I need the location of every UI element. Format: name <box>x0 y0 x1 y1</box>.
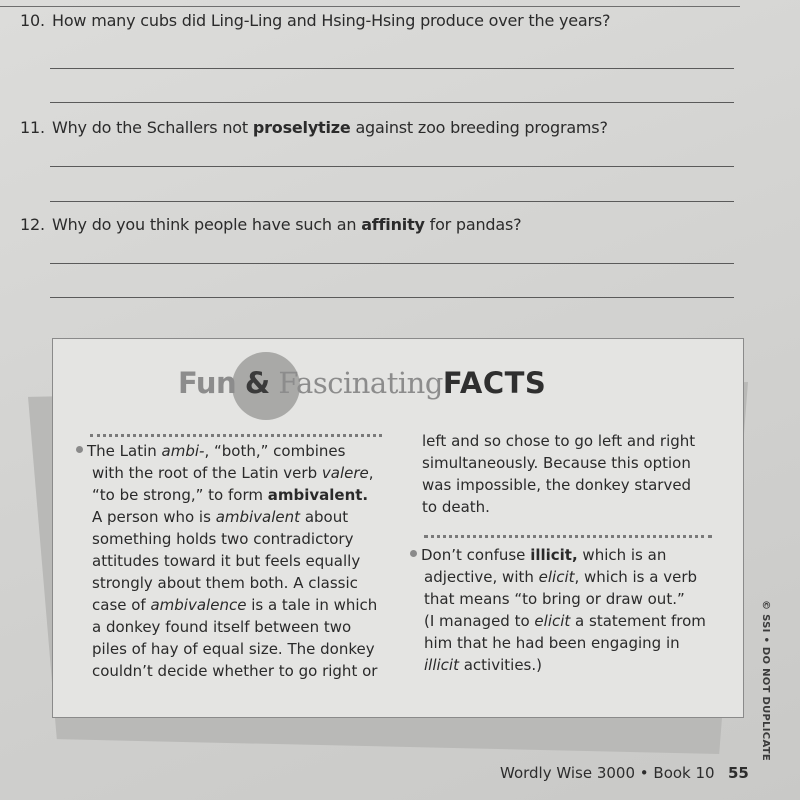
dotted-divider <box>424 535 712 538</box>
question-number: 11. <box>20 118 45 137</box>
answer-line[interactable] <box>50 263 734 264</box>
question-text: against zoo breeding programs? <box>350 118 608 137</box>
question-text: How many cubs did Ling-Ling and Hsing-Hsing produce over the years? <box>52 11 611 30</box>
fact-donkey-continued: left and so chose to go left and right simultaneously. Because this option was impossible, the donkey starved to death. <box>422 432 696 516</box>
question-12 <box>20 215 521 234</box>
bullet-icon <box>410 550 417 557</box>
title-facts: FACTS <box>442 366 547 400</box>
dotted-divider <box>90 434 382 437</box>
title-fun: Fun <box>178 366 237 400</box>
top-rule <box>0 6 740 7</box>
answer-line[interactable] <box>50 166 734 167</box>
vocab-word: affinity <box>361 215 425 234</box>
fact-ambivalent: The Latin ambi-, “both,” combines with the root of the Latin verb valere, “to be strong,” to form ambivalent. A person who is ambivalent about something holds two contradictory attitudes toward it but feels equally strongly about them both. A classic case of ambivalence is a tale in which a donkey found itself between two piles of hay of equal size. The donkey couldn’t decide whether to go right or <box>76 440 392 682</box>
answer-line[interactable] <box>50 102 734 103</box>
title-fascinating: Fascinating <box>278 366 443 400</box>
answer-line[interactable] <box>50 201 734 202</box>
copyright-side-label: © SSI • DO NOT DUPLICATE <box>760 600 771 761</box>
page-number: 55 <box>728 764 749 782</box>
question-10 <box>20 11 610 30</box>
fact-illicit: Don’t confuse illicit, which is an adjective, with elicit, which is a verb that means “to bring or draw out.” (I managed to elicit a statement from him that he had been engaging in illicit activities.) <box>410 544 722 676</box>
bullet-icon <box>76 446 83 453</box>
question-text: Why do the Schallers not <box>52 118 253 137</box>
question-11 <box>20 118 608 137</box>
question-number: 10. <box>20 11 45 30</box>
footer-book-title: Wordly Wise 3000 • Book 10 <box>500 764 715 782</box>
question-text: for pandas? <box>424 215 522 234</box>
title-ampersand: & <box>244 366 270 400</box>
question-text: Why do you think people have such an <box>52 215 362 234</box>
answer-line[interactable] <box>50 297 734 298</box>
vocab-word: proselytize <box>252 118 351 137</box>
facts-title <box>178 366 546 400</box>
answer-line[interactable] <box>50 68 734 69</box>
question-number: 12. <box>20 215 45 234</box>
